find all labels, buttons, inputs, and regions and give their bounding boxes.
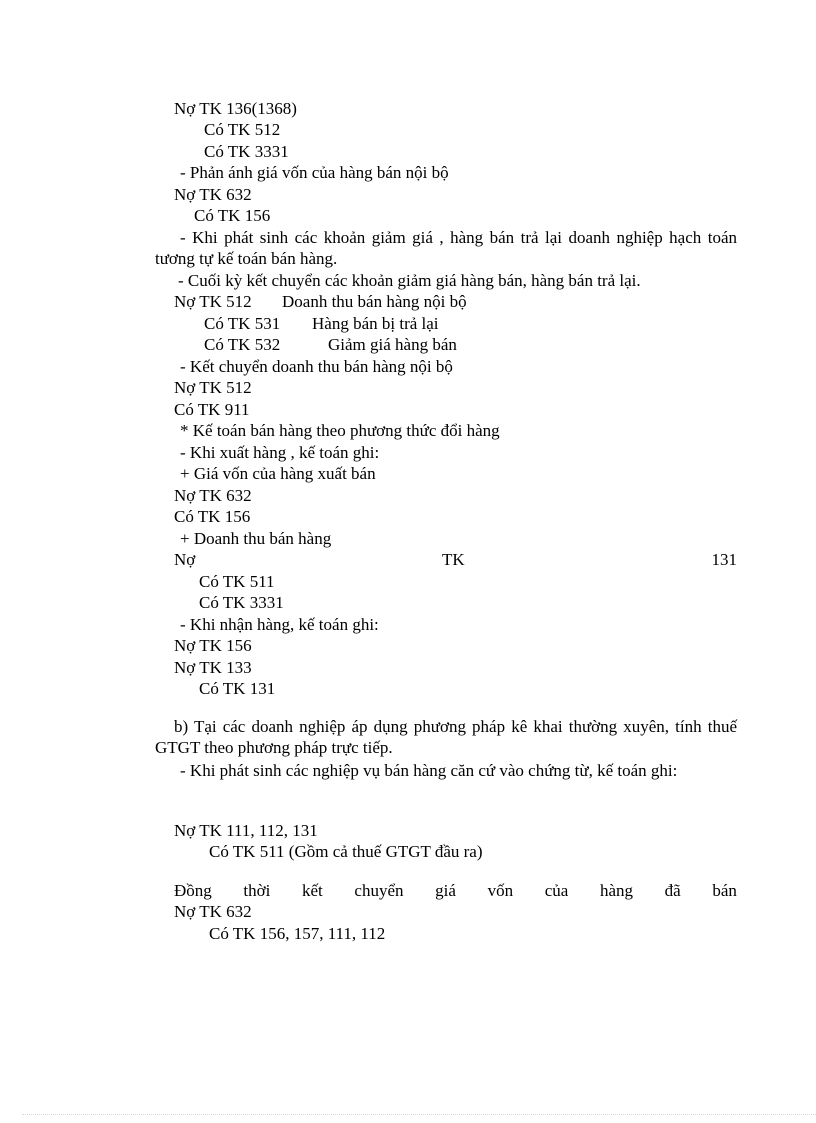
paragraph: - Khi phát sinh các nghiệp vụ bán hàng căn cứ vào chứng từ, kế toán ghi: xyxy=(180,761,678,780)
text-line: - Cuối kỳ kết chuyển các khoản giảm giá hàng bán, hàng bán trả lại. xyxy=(178,271,641,290)
debit-line: Nợ TK 156 xyxy=(174,636,252,655)
paragraph: - Khi phát sinh các khoản giảm giá , hàng bán trả lại doanh nghiệp hạch toán tương tự kế toán bán hàng. xyxy=(155,228,737,268)
account-code: Nợ TK 512 xyxy=(174,292,252,311)
account-code: Có TK 531 xyxy=(204,314,281,333)
account-description: Giảm giá hàng bán xyxy=(328,335,457,354)
debit-line: Nợ TK 136(1368) xyxy=(174,99,297,118)
word: kết xyxy=(302,881,323,900)
debit-line: Nợ TK 111, 112, 131 xyxy=(174,821,318,840)
credit-line xyxy=(204,334,457,355)
word: thời xyxy=(243,881,271,900)
credit-line: Có TK 511 (Gồm cả thuế GTGT đầu ra) xyxy=(209,842,483,861)
account-code: Có TK 532 xyxy=(204,335,281,354)
spread-text-line xyxy=(174,880,737,901)
debit-line: Nợ TK 632 xyxy=(174,902,252,921)
credit-line: Có TK 3331 xyxy=(204,142,289,161)
account-number: 131 xyxy=(711,550,737,569)
paragraph: b) Tại các doanh nghiệp áp dụng phương pháp kê khai thường xuyên, tính thuế GTGT theo phương pháp trực tiếp. xyxy=(155,717,737,757)
text-line: + Doanh thu bán hàng xyxy=(180,529,332,548)
text-line: - Kết chuyển doanh thu bán hàng nội bộ xyxy=(180,357,453,376)
account-description: Doanh thu bán hàng nội bộ xyxy=(282,292,467,311)
debit-line xyxy=(174,291,467,312)
word: Đồng xyxy=(174,881,212,900)
credit-line: Có TK 3331 xyxy=(199,593,284,612)
word: bán xyxy=(712,881,737,900)
debit-line: Nợ TK 632 xyxy=(174,185,252,204)
account-label: TK xyxy=(442,550,465,569)
page-divider xyxy=(22,1114,816,1115)
word: giá xyxy=(435,881,456,900)
credit-line xyxy=(204,313,439,334)
text-line: - Phản ánh giá vốn của hàng bán nội bộ xyxy=(180,163,449,182)
credit-line: Có TK 156 xyxy=(174,507,251,526)
word: đã xyxy=(664,881,681,900)
text-line: - Khi nhận hàng, kế toán ghi: xyxy=(180,615,379,634)
credit-line: Có TK 156, 157, 111, 112 xyxy=(209,924,386,943)
credit-line: Có TK 131 xyxy=(199,679,276,698)
credit-line: Có TK 511 xyxy=(199,572,275,591)
word: vốn xyxy=(487,881,514,900)
debit-line: Nợ TK 133 xyxy=(174,658,252,677)
text-line: + Giá vốn của hàng xuất bán xyxy=(180,464,376,483)
word: hàng xyxy=(599,881,633,900)
section-heading: * Kế toán bán hàng theo phương thức đổi hàng xyxy=(180,421,500,440)
debit-line: Nợ TK 512 xyxy=(174,378,252,397)
credit-line: Có TK 911 xyxy=(174,400,250,419)
credit-line: Có TK 156 xyxy=(194,206,271,225)
debit-label: Nợ xyxy=(174,550,196,569)
word: chuyển xyxy=(354,881,404,900)
debit-line: Nợ TK 632 xyxy=(174,486,252,505)
debit-line xyxy=(174,549,737,570)
credit-line: Có TK 512 xyxy=(204,120,281,139)
text-line: - Khi xuất hàng , kế toán ghi: xyxy=(180,443,380,462)
word: của xyxy=(544,881,569,900)
account-description: Hàng bán bị trả lại xyxy=(312,314,439,333)
